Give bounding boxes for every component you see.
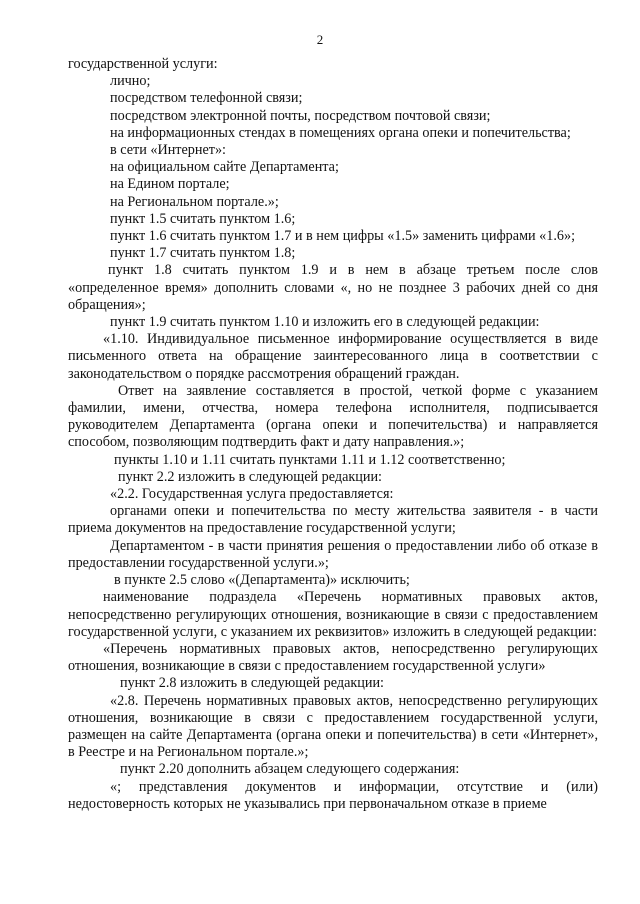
- quoted-paragraph: Департаментом - в части принятия решения о предоставлении либо об отказе в предоставлении государственной услуги.»;: [68, 537, 598, 571]
- paragraph: пункты 1.10 и 1.11 считать пунктами 1.11 и 1.12 соответственно;: [114, 451, 506, 468]
- page-number: 2: [316, 32, 324, 47]
- quoted-paragraph: «; представления документов и информации, отсутствие и (или) недостоверность которых не указывались при первоначальном отказе в приеме: [68, 778, 598, 812]
- paragraph: пункт 1.6 считать пунктом 1.7 и в нем цифры «1.5» заменить цифрами «1.6»;: [110, 228, 576, 245]
- list-item: на Едином портале;: [110, 176, 230, 193]
- quoted-paragraph: органами опеки и попечительства по месту жительства заявителя - в части приема документов на предоставление государственной услуги;: [68, 503, 598, 537]
- quoted-paragraph: «1.10. Индивидуальное письменное информирование осуществляется в виде письменного ответа на обращение заинтересованного лица в соответствии с законодательством о порядке рассмотрения обращений граждан.: [68, 331, 598, 382]
- paragraph: пункт 1.9 считать пунктом 1.10 и изложить его в следующей редакции:: [110, 314, 540, 331]
- paragraph: пункт 2.2 изложить в следующей редакции:: [118, 468, 382, 485]
- list-item: на Региональном портале.»;: [110, 193, 279, 210]
- list-item: лично;: [110, 73, 151, 90]
- paragraph: пункт 2.8 изложить в следующей редакции:: [120, 675, 384, 692]
- list-item: в сети «Интернет»:: [110, 142, 227, 159]
- paragraph: пункт 1.7 считать пунктом 1.8;: [110, 245, 296, 262]
- list-item: на официальном сайте Департамента;: [110, 159, 339, 176]
- list-item: посредством телефонной связи;: [110, 90, 303, 107]
- paragraph: государственной услуги:: [68, 56, 218, 72]
- paragraph: наименование подраздела «Перечень нормативных правовых актов, непосредственно регулирующих отношения, возникающие в связи с предоставлением государственной услуги, с указанием их реквизитов» изложить в следующей редакции:: [68, 589, 598, 640]
- paragraph: в пункте 2.5 слово «(Департамента)» исключить;: [114, 572, 410, 589]
- quoted-paragraph: «2.2. Государственная услуга предоставляется:: [110, 486, 394, 503]
- quoted-paragraph: Ответ на заявление составляется в простой, четкой форме с указанием фамилии, имени, отчества, номера телефона исполнителя, подписывается руководителем Департамента (органа опеки и попечительства) и направляется способом, позволяющим подтвердить факт и дату направления.»;: [68, 382, 598, 451]
- list-item: на информационных стендах в помещениях органа опеки и попечительства;: [110, 124, 571, 141]
- list-item: посредством электронной почты, посредством почтовой связи;: [110, 107, 491, 124]
- paragraph: пункт 1.8 считать пунктом 1.9 и в нем в абзаце третьем после слов «определенное время» дополнить словами «, но не позднее 3 рабочих дней со дня обращения»;: [68, 262, 598, 313]
- quoted-paragraph: «Перечень нормативных правовых актов, непосредственно регулирующих отношения, возникающие в связи с предоставлением государственной услуги»: [68, 640, 598, 675]
- quoted-paragraph: «2.8. Перечень нормативных правовых актов, непосредственно регулирующих отношения, возникающие в связи с предоставлением государственной услуги, размещен на сайте Департамента (органа опеки и попечительства) в сети «Интернет», в Реестре и на Региональном портале.»;: [68, 692, 598, 761]
- paragraph: пункт 2.20 дополнить абзацем следующего содержания:: [120, 761, 460, 778]
- document-body: [68, 56, 598, 813]
- paragraph: пункт 1.5 считать пунктом 1.6;: [110, 210, 296, 227]
